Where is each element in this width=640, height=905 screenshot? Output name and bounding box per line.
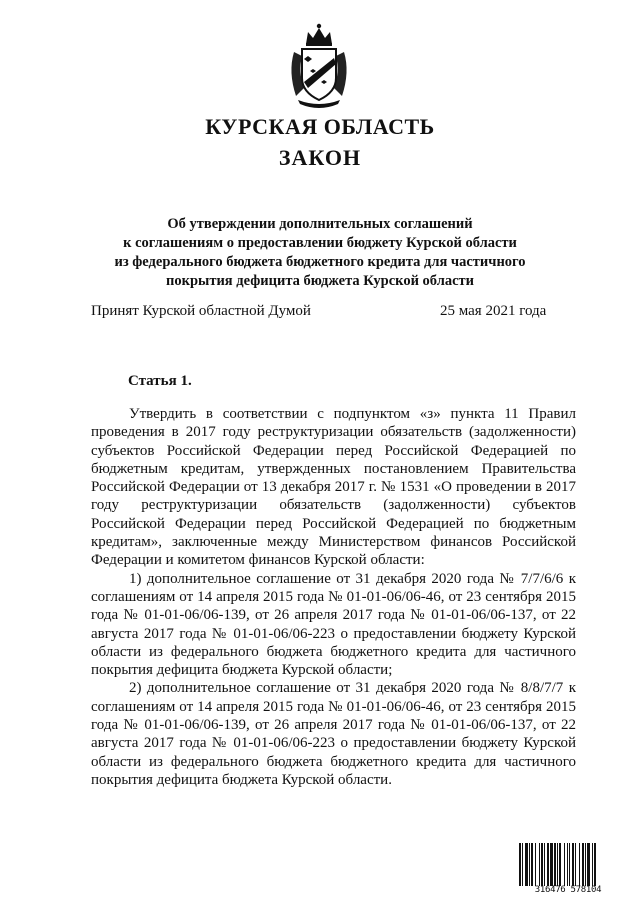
adopted-by: Принят Курской областной Думой <box>91 303 311 319</box>
document-type-title: ЗАКОН <box>278 145 362 170</box>
coat-of-arms-icon <box>286 22 352 108</box>
subject-line: Об утверждении дополнительных соглашений <box>167 216 473 232</box>
subject-line: покрытия дефицита бюджета Курской области <box>165 273 474 289</box>
article-paragraph: 1) дополнительное соглашение от 31 декабря 2020 года № 7/7/6/6 к соглашениям от 14 апреля 2015 года № 01-01-06/06-46, от 23 сентября 2015 года № 01-01-06/06-139, от 26 апреля 2017 года № 01-01-06/06-137, от 22 августа 2017 года № 01-01-06/06-223 о предоставлении бюджету Курской области из федерального бюджета бюджетного кредита для частичного покрытия дефицита бюджета Курской области; <box>91 570 576 679</box>
barcode-number: 316476 578104 <box>534 885 602 895</box>
barcode <box>518 843 618 897</box>
article-paragraph: 2) дополнительное соглашение от 31 декабря 2020 года № 8/8/7/7 к соглашениям от 14 апреля 2015 года № 01-01-06/06-46, от 23 сентября 2015 года № 01-01-06/06-139, от 26 апреля 2017 года № 01-01-06/06-137, от 22 августа 2017 года № 01-01-06/06-223 о предоставлении бюджету Курской области из федерального бюджета бюджетного кредита для частичного покрытия дефицита бюджета Курской области. <box>91 680 576 788</box>
article-body <box>91 405 576 789</box>
region-title: КУРСКАЯ ОБЛАСТЬ <box>205 114 435 139</box>
subject-line: к соглашениям о предоставлении бюджету Курской области <box>123 235 517 251</box>
law-subject <box>100 215 540 291</box>
article-paragraph: Утвердить в соответствии с подпунктом «з» пункта 11 Правил проведения в 2017 году реструктуризации обязательств (задолженности) субъектов Российской Федерации перед Российской Федерацией по бюджетным кредитам, утвержденных постановлением Правительства Российской Федерации от 13 декабря 2017 г. № 1531 «О проведении в 2017 году реструктуризации обязательств (задолженности) субъектов Российской Федерации перед Российской Федерацией по бюджетным кредитам», заключенные между Министерством финансов Российской Федерации и комитетом финансов Курской области: <box>91 406 576 569</box>
adoption-date: 25 мая 2021 года <box>440 303 547 319</box>
article-title: Статья 1. <box>128 373 192 389</box>
barcode-icon <box>518 843 618 886</box>
subject-line: из федерального бюджета бюджетного кредита для частичного <box>114 254 526 270</box>
